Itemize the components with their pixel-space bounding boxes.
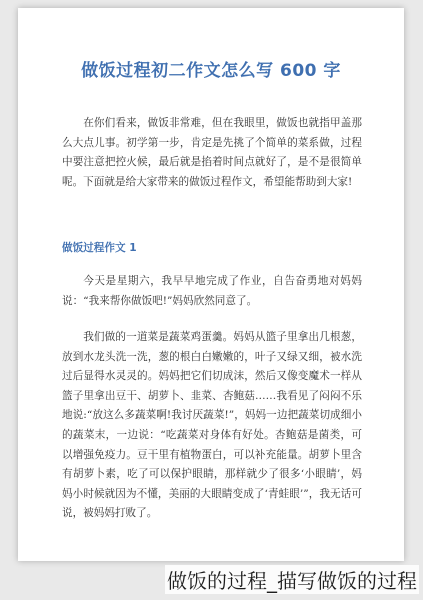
- document-title: 做饭过程初二作文怎么写 600 字: [81, 61, 341, 81]
- section-heading: 做饭过程作文 1: [62, 242, 137, 254]
- essay-paragraph-1: 今天是星期六，我早早地完成了作业，自告奋勇地对妈妈说：“我来帮你做饭吧!”妈妈欣然同意了。: [62, 275, 362, 307]
- document-page: [18, 8, 404, 561]
- intro-paragraph: 在你们看来，做饭非常难，但在我眼里，做饭也就指甲盖那么大点儿事。初学第一步，肯定是先挑了个简单的菜系做，过程中要注意把控火候，最后就是掐着时间点就好了，是不是很简单呢。下面就是给大家带来的做饭过程作文，希望能帮助到大家!: [62, 117, 362, 188]
- essay-paragraph-2: 我们做的一道菜是蔬菜鸡蛋羹。妈妈从篮子里拿出几根葱，放到水龙头洗一洗，葱的根白白嫩嫩的，叶子又绿又细，被水洗过后显得水灵灵的。妈妈把它们切成沫，然后又像变魔术一样从篮子里拿出豆干、胡萝卜、韭菜、杏鲍菇……我看见了闷闷不乐地说:“放这么多蔬菜啊!我讨厌蔬菜!”，妈妈一边把蔬菜切成细小的蔬菜末，一边说：“吃蔬菜对身体有好处。杏鲍菇是菌类，可以增强免疫力。豆干里有植物蛋白，可以补充能量。胡萝卜里含有胡萝卜素，吃了可以保护眼睛，那样就少了很多‘小眼睛’，妈妈小时候就因为不懂，美丽的大眼睛变成了‘青蛙眼’”，我无话可说，被妈妈打败了。: [62, 331, 362, 520]
- image-caption: 做饭的过程_描写做饭的过程: [165, 565, 419, 594]
